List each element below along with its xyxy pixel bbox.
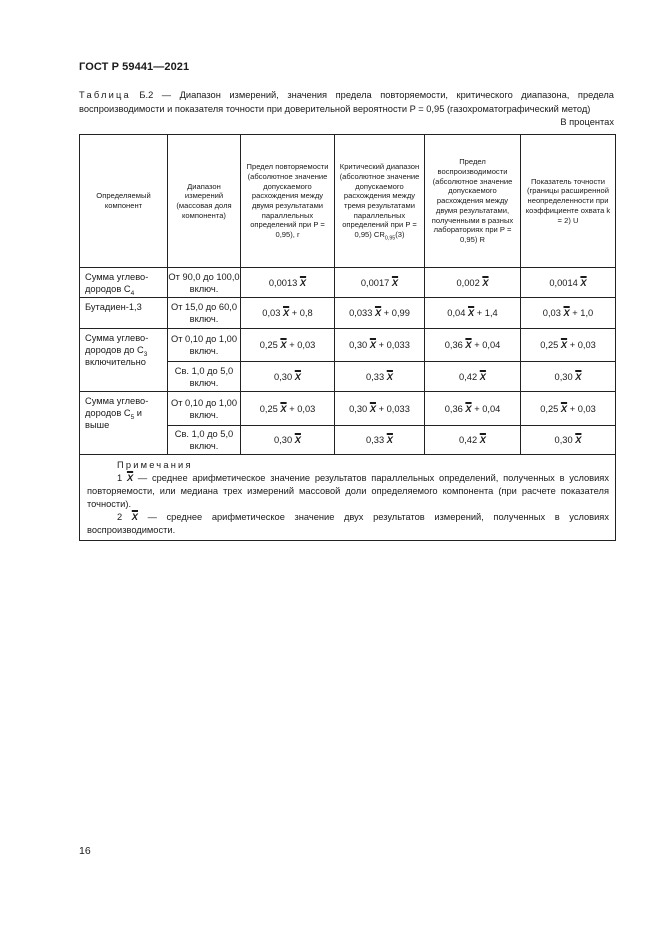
- repeatability-cell: [241, 426, 335, 455]
- header-critical-sub: 0,95: [384, 235, 396, 242]
- page-number: 16: [79, 845, 91, 857]
- coef: 0,36: [444, 340, 463, 350]
- component-suffix: и выше: [85, 408, 142, 430]
- critical-range-cell: [335, 298, 425, 329]
- note-1: [87, 472, 609, 511]
- caption-label: Таблица: [79, 90, 131, 100]
- x-mean-symbol: $\overline{X}$: [374, 308, 382, 318]
- reproducibility-cell: [425, 392, 521, 426]
- critical-range-cell: [335, 426, 425, 455]
- reproducibility-cell: [425, 298, 521, 329]
- repeatability-cell: [241, 329, 335, 362]
- coef: 0,25: [540, 403, 559, 414]
- header-critical-range: [335, 135, 425, 268]
- note-text: — среднее арифметическое значение двух результатов измерений, полученных в условиях воспроизводимости.: [87, 512, 609, 535]
- component-cell: Бутадиен-1,3: [80, 298, 168, 329]
- x-mean-symbol: $\overline{X}$: [465, 403, 472, 414]
- x-mean-symbol: $\overline{X}$: [386, 435, 393, 445]
- accuracy-cell: [521, 268, 616, 298]
- coef: 0,25: [259, 340, 278, 350]
- coef: 0,002: [456, 277, 480, 288]
- addend: + 0,033: [378, 340, 410, 350]
- addend: + 0,04: [474, 340, 501, 350]
- coef: 0,04: [447, 308, 466, 318]
- coef: 0,30: [554, 435, 573, 445]
- document-header: ГОСТ Р 59441—2021: [79, 61, 190, 73]
- repeatability-cell: [241, 268, 335, 298]
- range-cell: От 15,0 до 60,0 включ.: [168, 298, 241, 329]
- x-mean-symbol: $\overline{X}$: [465, 340, 472, 350]
- x-mean-symbol: $\overline{X}$: [299, 277, 307, 288]
- accuracy-cell: [521, 426, 616, 455]
- reproducibility-cell: [425, 362, 521, 392]
- accuracy-cell: [521, 392, 616, 426]
- coef: 0,42: [459, 371, 478, 382]
- header-component: Определяемый компонент: [80, 135, 168, 268]
- x-mean-symbol: $\overline{X}$: [560, 403, 568, 414]
- header-critical-tail: (3): [395, 230, 405, 240]
- x-mean-symbol: $\overline{X}$: [580, 277, 587, 288]
- x-mean-symbol: $\overline{X}$: [391, 277, 399, 288]
- addend: + 0,99: [383, 308, 410, 318]
- range-cell: От 90,0 до 100,0 включ.: [168, 268, 241, 298]
- addend: + 0,04: [474, 403, 501, 414]
- component-suffix: включительно: [85, 357, 146, 367]
- coef: 0,36: [444, 403, 463, 414]
- table-header-row: [80, 135, 616, 268]
- coef: 0,30: [274, 435, 293, 445]
- note-text: — среднее арифметическое значение результатов параллельных определений, полученных в условиях повторяемости, или медиана трех измерений массовой доли определяемого компонента (при расчете показателя точности).: [87, 473, 609, 509]
- coef: 0,25: [259, 403, 278, 414]
- x-mean-symbol: $\overline{X}$: [126, 473, 134, 483]
- component-cell: [80, 268, 168, 298]
- x-mean-symbol: $\overline{X}$: [280, 403, 287, 414]
- x-mean-symbol: $\overline{X}$: [294, 371, 301, 382]
- addend: + 0,03: [569, 403, 596, 414]
- coef: 0,42: [459, 435, 478, 445]
- critical-range-cell: [335, 329, 425, 362]
- header-reproducibility: Предел воспроизводимости (абсолютное значение допускаемого расхождения между двумя результатами, полученными в разных лабораториях при P = 0,95) R: [425, 135, 521, 268]
- note-number: 2: [117, 512, 123, 522]
- critical-range-cell: [335, 268, 425, 298]
- addend: + 0,03: [289, 340, 316, 350]
- x-mean-symbol: $\overline{X}$: [131, 512, 138, 522]
- coef: 0,0013: [268, 277, 298, 288]
- x-mean-symbol: $\overline{X}$: [482, 277, 489, 288]
- addend: + 1,4: [476, 308, 498, 318]
- x-mean-symbol: $\overline{X}$: [563, 308, 570, 318]
- component-sub: 3: [143, 350, 148, 358]
- addend: + 0,03: [289, 403, 316, 414]
- addend: + 0,03: [569, 340, 596, 350]
- x-mean-symbol: $\overline{X}$: [467, 308, 475, 318]
- table-row: [80, 268, 616, 298]
- table-caption: [79, 89, 614, 116]
- coef: 0,33: [366, 371, 385, 382]
- addend: + 1,0: [572, 308, 594, 318]
- coef: 0,25: [540, 340, 559, 350]
- critical-range-cell: [335, 362, 425, 392]
- component-name: Сумма углево-дородов до C: [85, 333, 149, 355]
- x-mean-symbol: $\overline{X}$: [479, 371, 486, 382]
- header-repeatability: Предел повторяемости (абсолютное значение допускаемого расхождения между двумя результатами параллельных определений при P = 0,95), r: [241, 135, 335, 268]
- x-mean-symbol: $\overline{X}$: [294, 435, 301, 445]
- x-mean-symbol: $\overline{X}$: [575, 371, 582, 382]
- coef: 0,03: [262, 308, 281, 318]
- accuracy-cell: [521, 362, 616, 392]
- coef: 0,0014: [549, 277, 578, 288]
- x-mean-symbol: $\overline{X}$: [575, 435, 582, 445]
- units-label: В процентах: [560, 117, 614, 127]
- addend: + 0,033: [378, 403, 410, 414]
- coef: 0,0017: [360, 277, 390, 288]
- x-mean-symbol: $\overline{X}$: [280, 340, 287, 350]
- x-mean-symbol: $\overline{X}$: [369, 340, 377, 350]
- range-cell: От 0,10 до 1,00 включ.: [168, 392, 241, 426]
- reproducibility-cell: [425, 426, 521, 455]
- repeatability-cell: [241, 298, 335, 329]
- header-critical-main: Критический диапазон (абсолютное значение допускаемого расхождения между тремя результатами параллельных определений при P = 0,95): [339, 162, 420, 240]
- repeatability-cell: [241, 362, 335, 392]
- table-row: [80, 329, 616, 362]
- coef: 0,03: [542, 308, 561, 318]
- x-mean-symbol: $\overline{X}$: [386, 371, 393, 382]
- range-cell: От 0,10 до 1,00 включ.: [168, 329, 241, 362]
- caption-number: Б.2: [139, 90, 154, 100]
- accuracy-cell: [521, 298, 616, 329]
- header-range: Диапазон измерений (массовая доля компонента): [168, 135, 241, 268]
- reproducibility-cell: [425, 268, 521, 298]
- component-sub: 5: [130, 413, 135, 421]
- range-cell: Св. 1,0 до 5,0 включ.: [168, 362, 241, 392]
- x-mean-symbol: $\overline{X}$: [479, 435, 486, 445]
- component-cell: [80, 392, 168, 455]
- header-accuracy: Показатель точности (границы расширенной неопределенности при коэффициенте охвата k = 2) U: [521, 135, 616, 268]
- component-sub: 4: [130, 289, 135, 297]
- notes-cell: [80, 455, 616, 541]
- table-row: [80, 298, 616, 329]
- coef: 0,33: [366, 435, 385, 445]
- accuracy-cell: [521, 329, 616, 362]
- precision-table: [79, 134, 616, 541]
- header-critical-cr: CR: [373, 230, 385, 240]
- x-mean-symbol: $\overline{X}$: [369, 403, 377, 414]
- notes-title: Примечания: [117, 460, 193, 470]
- table-row: [80, 392, 616, 426]
- note-2: [87, 511, 609, 537]
- range-cell: Св. 1,0 до 5,0 включ.: [168, 426, 241, 455]
- component-cell: [80, 329, 168, 392]
- coef: 0,30: [349, 403, 368, 414]
- coef: 0,30: [554, 371, 573, 382]
- repeatability-cell: [241, 392, 335, 426]
- coef: 0,30: [349, 340, 368, 350]
- caption-text: — Диапазон измерений, значения предела повторяемости, критического диапазона, предела воспроизводимости и показателя точности при доверительной вероятности P = 0,95 (газохроматографический метод): [79, 90, 614, 114]
- critical-range-cell: [335, 392, 425, 426]
- notes-row: [80, 455, 616, 541]
- coef: 0,033: [349, 308, 373, 318]
- x-mean-symbol: $\overline{X}$: [282, 308, 290, 318]
- coef: 0,30: [274, 371, 293, 382]
- component-name: Сумма углево-дородов C: [85, 271, 149, 294]
- note-number: 1: [117, 473, 123, 483]
- x-mean-symbol: $\overline{X}$: [560, 340, 568, 350]
- component-name: Сумма углево-дородов C: [85, 396, 149, 418]
- reproducibility-cell: [425, 329, 521, 362]
- addend: + 0,8: [291, 308, 313, 318]
